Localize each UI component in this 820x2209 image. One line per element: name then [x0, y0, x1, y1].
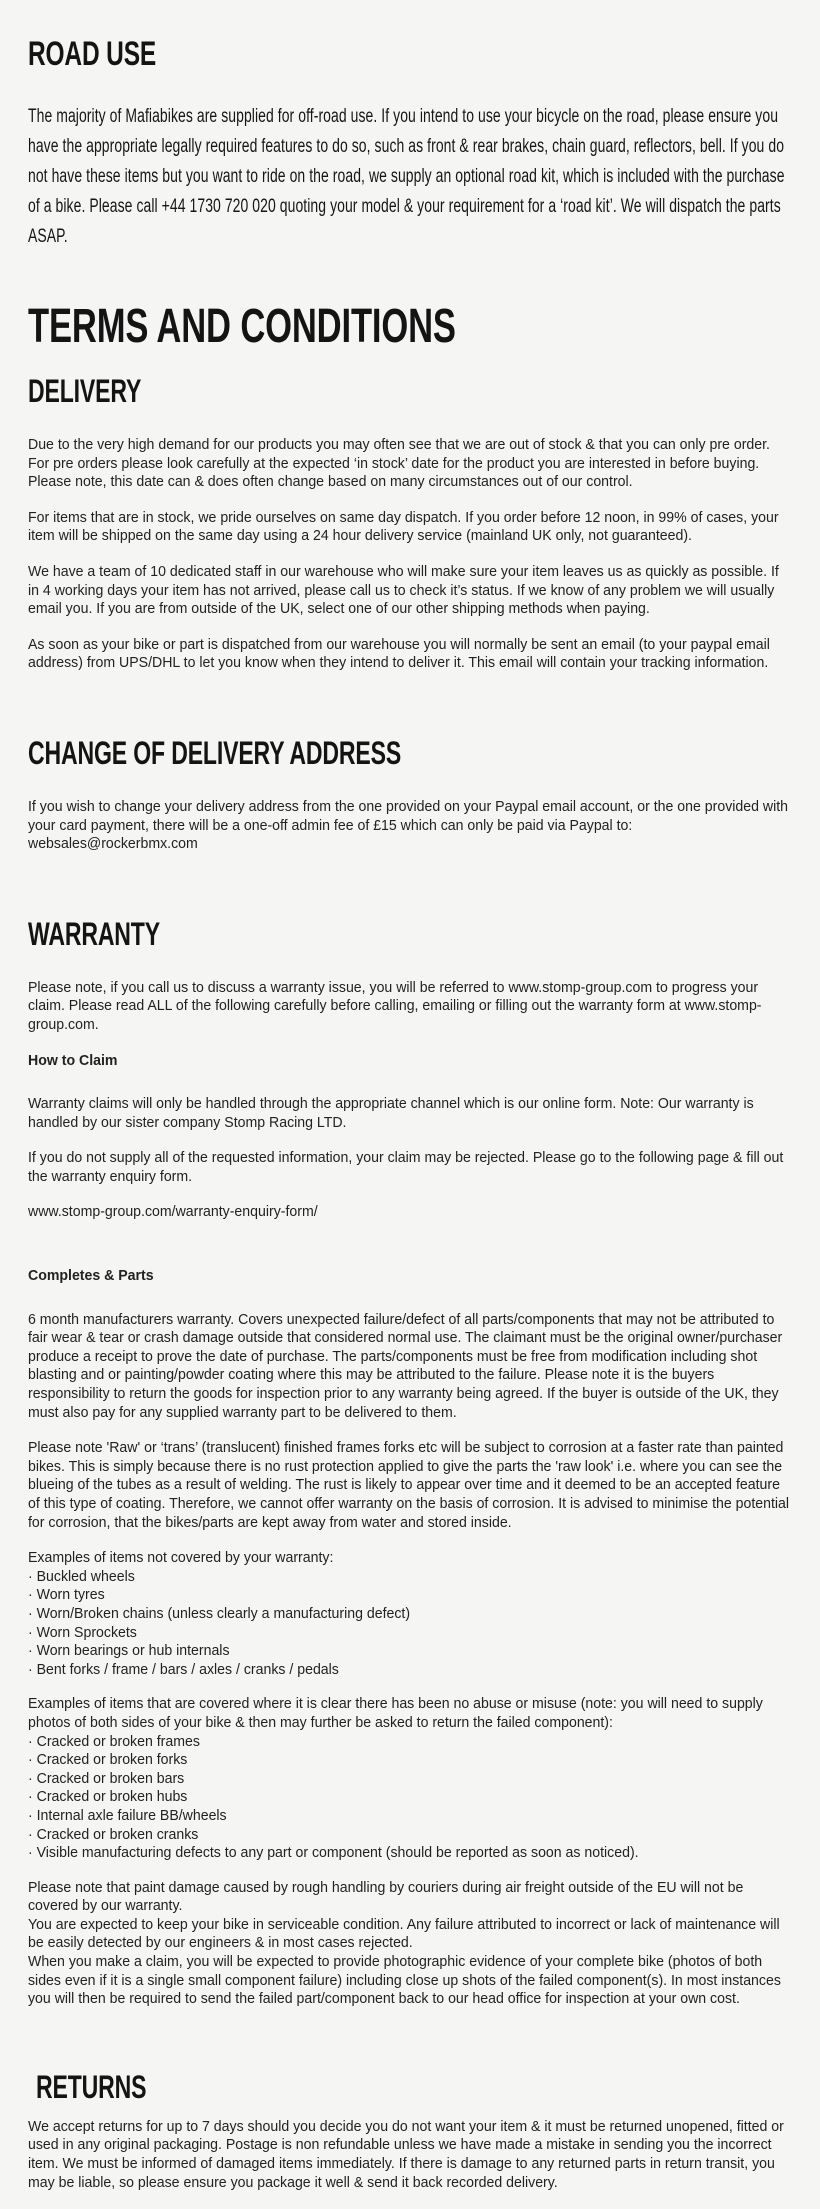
returns-heading: RETURNS [36, 2068, 147, 2105]
items-not-covered-intro: Examples of items not covered by your warranty: [28, 1549, 334, 1567]
items-covered-intro: Examples of items that are covered where it is clear there has been no abuse or misuse (note: you will need to supply photos of both sides of your bike & then may further be asked to return the failed component): [28, 1695, 763, 1731]
road-use-heading: ROAD USE [28, 35, 157, 73]
warranty-heading: WARRANTY [28, 915, 160, 952]
list-item: · Buckled wheels [28, 1567, 135, 1585]
how-to-claim-heading: How to Claim [28, 1051, 118, 1069]
returns-paragraph: We accept returns for up to 7 days should you decide you do not want your item & it must be returned unopened, fitted or used in any original packaging. Postage is non refundable unless we have made a mistake in sending you the incorrect item. We must be informed of damaged items immediately. If there is damage to any returned parts in return transit, you may be liable, so please ensure you package it well & send it back recorded delivery. [28, 2117, 784, 2191]
list-item: · Worn tyres [28, 1586, 105, 1604]
delivery-heading: DELIVERY [28, 373, 142, 409]
list-item: · Cracked or broken hubs [28, 1788, 188, 1806]
spacer [28, 1087, 792, 1095]
returns-body [28, 2118, 792, 2192]
road-use-paragraph: The majority of Mafiabikes are supplied for off-road use. If you intend to use your bicycle on the road, please ensure you have the appropriate legally required features to do so, such as front & rear brakes, chain guard, reflectors, bell. If you do not have these items but you want to ride on the road, we supply an optional road kit, which is included with the purchase of a bike. Please call +44 1730 720 020 quoting your model & your requirement for a ‘road kit’. We will dispatch the parts ASAP. [28, 106, 785, 247]
list-item: · Worn Sprockets [28, 1623, 137, 1641]
items-not-covered-list [28, 1568, 792, 1680]
spacer [28, 2032, 792, 2048]
delivery-paragraph: As soon as your bike or part is dispatched from our warehouse you will normally be sent an email (to your paypal email address) from UPS/DHL to let you know when they intend to deliver it. This email will contain your tracking information. [28, 635, 770, 672]
change-of-delivery-address-heading: CHANGE OF DELIVERY ADDRESS [28, 734, 402, 771]
list-item: · Worn/Broken chains (unless clearly a manufacturing defect) [28, 1604, 411, 1622]
terms-and-conditions-heading: TERMS AND CONDITIONS [28, 300, 456, 353]
completes-and-parts-paragraph: 6 month manufacturers warranty. Covers unexpected failure/defect of all parts/components that may not be attributed to fair wear & tear or crash damage outside that considered normal use. The claimant must be the original owner/purchaser produce a receipt to prove the date of purchase. The parts/components must be free from modification including shot blasting and or painting/powder coating where this may be attributed to the failure. Please note it is the buyers responsibility to return the goods for inspection prior to any warranty being agreed. If the buyer is outside of the UK, they must also pay for any supplied warranty part to be delivered to them. [28, 1310, 783, 1421]
list-item: · Cracked or broken frames [28, 1732, 200, 1750]
spacer [28, 1679, 792, 1695]
items-covered-list [28, 1733, 792, 1863]
spacer [28, 1303, 792, 1311]
warranty-closing-paragraph: Please note that paint damage caused by rough handling by couriers during air freight outside of the EU will not be covered by our warranty. [28, 1878, 744, 1915]
list-item: · Cracked or broken cranks [28, 1825, 199, 1843]
spacer [28, 1239, 792, 1267]
list-item: · Bent forks / frame / bars / axles / cranks / pedals [28, 1660, 339, 1678]
completes-and-parts-heading: Completes & Parts [28, 1267, 154, 1285]
section-terms-and-conditions [28, 252, 792, 2192]
list-item: · Visible manufacturing defects to any part or component (should be reported as soon as noticed). [28, 1844, 639, 1862]
list-item: · Worn bearings or hub internals [28, 1642, 230, 1660]
how-to-claim-paragraph: Warranty claims will only be handled through the appropriate channel which is our online form. Note: Our warranty is handled by our sister company Stomp Racing LTD. [28, 1095, 754, 1131]
list-item: · Cracked or broken bars [28, 1769, 185, 1787]
spacer [28, 770, 792, 798]
warranty-intro-paragraph: Please note, if you call us to discuss a warranty issue, you will be referred to www.stomp-group.com to progress your claim. Please read ALL of the following carefully before calling, emailing or filling out the warranty form at www.stomp-group.com. [28, 978, 762, 1033]
warranty-enquiry-form-url[interactable]: www.stomp-group.com/warranty-enquiry-form/ [28, 1203, 318, 1221]
warranty-closing-paragraph: You are expected to keep your bike in serviceable condition. Any failure attributed to incorrect or lack of maintenance will be easily detected by our engineers & in most cases rejected. [28, 1915, 780, 1952]
list-item: · Internal axle failure BB/wheels [28, 1806, 227, 1824]
spacer [28, 951, 792, 979]
how-to-claim-paragraph: If you do not supply all of the requested information, your claim may be rejected. Please go to the following page & fill out the warranty enquiry form. [28, 1149, 784, 1185]
completes-and-parts-paragraph: Please note 'Raw' or ‘trans’ (translucent) finished frames forks etc will be subject to corrosion at a faster rate than painted bikes. This is simply because there is no rust protection applied to give the parts the 'raw look' i.e. where you can see the blueing of the tubes as a result of welding. The rust is likely to appear over time and it deemed to be an accepted feature of this type of coating. Therefore, we cannot offer warranty on the basis of corrosion. It is advised to minimise the potential for corrosion, that the bikes/parts are kept away from water and stored inside. [28, 1439, 790, 1531]
change-of-delivery-address-paragraph: If you wish to change your delivery address from the one provided on your Paypal email account, or the one provided with your card payment, there will be a one-off admin fee of £15 which can only be paid via Paypal to: websales@rockerbmx.com [28, 797, 789, 853]
warranty-closing-paragraph: When you make a claim, you will be expected to provide photographic evidence of your complete bike (photos of both sides even if it is a single small component failure) including close up shots of the failed component(s). In most instances you will then be required to send the failed part/component back to our head office for inspection at your own cost. [28, 1953, 781, 2008]
section-road-use [28, 0, 792, 252]
spacer [28, 1863, 792, 1879]
delivery-paragraph: Due to the very high demand for our products you may often see that we are out of stock & that you can only pre order. For pre orders please look carefully at the expected ‘in stock’ date for the product you are interested in before buying. Please note, this date can & does often change based on many circumstances out of our control. [28, 436, 770, 491]
delivery-paragraph: For items that are in stock, we pride ourselves on same day dispatch. If you order before 12 noon, in 99% of cases, your item will be shipped on the same day using a 24 hour delivery service (mainland UK only, not guaranteed). [28, 508, 779, 545]
list-item: · Cracked or broken forks [28, 1751, 188, 1769]
section-returns [28, 2026, 792, 2192]
spacer [28, 408, 792, 436]
delivery-paragraph: We have a team of 10 dedicated staff in our warehouse who will make sure your item leaves us as quickly as possible. If in 4 working days your item has not arrived, please call us to check it’s status. If we know of any problem we will usually email you. If you are from outside of the UK, select one of our other shipping methods when paying. [28, 562, 779, 618]
